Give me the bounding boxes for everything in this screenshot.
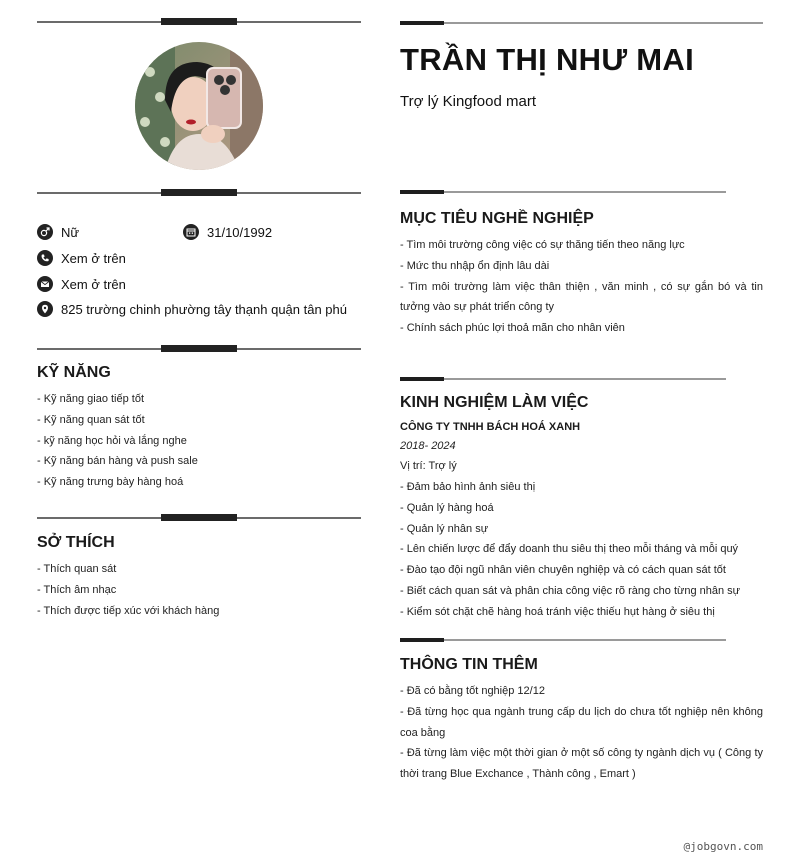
birthdate-value: 31/10/1992	[207, 224, 273, 240]
divider-additional	[400, 638, 726, 643]
hobbies-heading: SỞ THÍCH	[37, 534, 115, 551]
skills-list	[37, 389, 361, 493]
divider-skills	[37, 345, 361, 353]
list-item: - Kỹ năng giao tiếp tốt	[37, 393, 145, 405]
gender-value: Nữ	[61, 224, 80, 240]
list-item: - Thích quan sát	[37, 563, 117, 575]
address-row	[37, 299, 347, 319]
list-item: - Đã từng học qua ngành trung cấp du lịch do chưa tốt nghiệp nên không coa bằng	[400, 705, 763, 739]
additional-list	[400, 681, 763, 785]
email-row	[37, 274, 126, 294]
list-item: - Kỹ năng bán hàng và push sale	[37, 455, 198, 468]
list-item: - Kỹ năng trưng bày hàng hoá	[37, 476, 184, 489]
list-item: - kỹ năng học hỏi và lắng nghe	[37, 434, 187, 447]
list-item: - Thích âm nhạc	[37, 583, 117, 596]
watermark: @jobgovn.com	[683, 840, 763, 853]
work-position: Vị trí: Trợ lý	[400, 460, 457, 472]
list-item: - Tìm môi trường làm việc thân thiện , văn minh , có sự gắn bó và tin tưởng vào sự phát triển công ty	[400, 280, 763, 314]
list-item: - Quản lý hàng hoá	[400, 501, 494, 514]
list-item: - Biết cách quan sát và phân chia công việc rõ ràng cho từng nhân sự	[400, 584, 741, 597]
hobbies-list	[37, 559, 361, 621]
list-item: - Đã có bằng tốt nghiệp 12/12	[400, 685, 545, 697]
list-item: - Chính sách phúc lợi thoả mãn cho nhân viên	[400, 322, 625, 335]
divider-top-left	[37, 18, 361, 26]
work-period: 2018- 2024	[400, 440, 456, 452]
gender-icon	[37, 224, 53, 240]
objective-heading: MỤC TIÊU NGHỀ NGHIỆP	[400, 210, 594, 227]
email-value[interactable]: Xem ở trên	[61, 276, 126, 292]
phone-icon	[37, 250, 53, 266]
experience-list	[400, 477, 763, 623]
divider-info	[37, 189, 361, 197]
list-item: - Lên chiến lược để đẩy doanh thu siêu thị theo mỗi tháng và mỗi quý	[400, 543, 739, 556]
skills-heading: KỸ NĂNG	[37, 364, 111, 381]
calendar-icon	[183, 224, 199, 240]
list-item: - Đã từng làm việc một thời gian ở một số công ty ngành dịch vụ ( Công ty thời trang Blue Exchance , Thành công , Emart )	[400, 747, 763, 781]
list-item: - Quản lý nhân sự	[400, 522, 489, 535]
divider-objective	[400, 190, 726, 195]
objective-list	[400, 235, 763, 339]
list-item: - Thích được tiếp xúc với khách hàng	[37, 604, 220, 617]
list-item: - Đảm bảo hình ảnh siêu thị	[400, 481, 536, 493]
additional-heading: THÔNG TIN THÊM	[400, 656, 538, 673]
phone-row	[37, 248, 126, 268]
list-item: - Kiểm sót chặt chẽ hàng hoá tránh việc thiếu hụt hàng ở siêu thị	[400, 605, 715, 618]
location-icon	[37, 301, 53, 317]
divider-experience	[400, 377, 726, 382]
experience-heading: KINH NGHIỆM LÀM VIỆC	[400, 394, 589, 411]
profile-photo	[135, 42, 263, 170]
gender-row	[37, 222, 79, 242]
birthdate-row	[183, 222, 272, 242]
candidate-name: TRẦN THỊ NHƯ MAI	[400, 42, 694, 77]
list-item: - Tìm môi trường công việc có sự thăng tiến theo năng lực	[400, 239, 685, 251]
divider-top-right	[400, 21, 763, 26]
candidate-role: Trợ lý Kingfood mart	[400, 93, 536, 110]
email-icon	[37, 276, 53, 292]
divider-hobbies	[37, 514, 361, 522]
phone-value[interactable]: Xem ở trên	[61, 250, 126, 266]
list-item: - Kỹ năng quan sát tốt	[37, 413, 145, 426]
list-item: - Mức thu nhập ổn định lâu dài	[400, 259, 550, 272]
company-name: CÔNG TY TNHH BÁCH HOÁ XANH	[400, 421, 581, 433]
address-value: 825 trường chinh phường tây thạnh quận tân phú	[61, 301, 347, 317]
list-item: - Đào tạo đội ngũ nhân viên chuyên nghiệp và có cách quan sát tốt	[400, 564, 726, 577]
